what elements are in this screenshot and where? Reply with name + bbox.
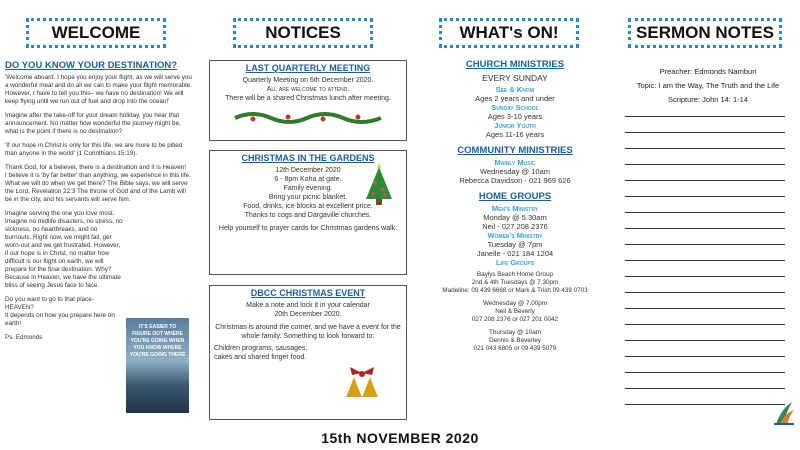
holly-garland-icon (233, 107, 383, 129)
quarterly-line: All are welcome to attend. (266, 86, 350, 93)
event-line: Christmas is around the corner, and we have a event for the whole family. Something to look forward to: (215, 324, 401, 340)
life-group-line: Madeline: 09 439 6668 or Mark & Trish 09 439 0703 (442, 287, 588, 294)
welcome-paragraph: Do you want to go to that place- HEAVEN? (5, 296, 94, 311)
womens-contact: Janelle - 021 184 1204 (476, 249, 554, 258)
note-line (625, 356, 785, 357)
event-title: DBCC CHRISTMAS EVENT (250, 288, 366, 298)
scripture-label: Scripture: (667, 95, 701, 104)
welcome-column (5, 60, 193, 342)
womens-when: Tuesday @ 7pm (487, 240, 543, 249)
note-line (625, 372, 785, 373)
welcome-paragraph: I believe it is 'by far better' than anything, we experience in this life. What we will do when we get there? The Bible says, we will serve the Lord, Revelation 22:3 The throne of God and of the Lamb will be in the city, and his servants will serve him. (5, 172, 191, 203)
sunday-school-age: Ages 3-10 years (487, 112, 543, 121)
note-line (625, 116, 785, 117)
preacher-label: Preacher: (659, 67, 693, 76)
note-line (625, 180, 785, 181)
destination-image (126, 318, 189, 413)
note-line (625, 308, 785, 309)
junior-youth-age: Ages 11-16 years (485, 130, 545, 139)
gardens-line: Bring your picnic blanket. (268, 194, 348, 201)
quarterly-line: Quarterly Meeting on 6th December 2020. (242, 77, 374, 84)
topic-value: I am the Way, The Truth and the Life (658, 81, 780, 90)
mens-ministry: Men's Ministry (491, 204, 539, 213)
dbcc-christmas-event-box (209, 285, 407, 420)
welcome-paragraph: Imagine serving the one you love most. Imagine no midlife disasters, no stress, no sickness, no heartbreaks, and no burnouts. Right now, we might fail, get worn-out and we get frustrated. However, if our hope is in Christ, no matter how difficult is our flight on earth, we will prepare for the final destination. Why? Because in Heaven, we have the ultimate bliss of seeing Jesus face to face. (5, 210, 123, 289)
quarterly-meeting-box (209, 60, 407, 141)
note-line (625, 244, 785, 245)
life-group-line: 2nd & 4th Tuesdays @ 7.30pm (471, 279, 559, 286)
gardens-line: Family evening. (283, 185, 333, 192)
notices-header: NOTICES (233, 18, 373, 48)
note-line (625, 164, 785, 165)
life-group-line: 021 043 6805 or 09 439 5079 (473, 345, 557, 352)
every-sunday: EVERY SUNDAY (482, 73, 548, 83)
preacher-row (620, 65, 796, 79)
junior-youth: Junior Youth (494, 121, 536, 130)
welcome-paragraph: 'Welcome aboard. I hope you enjoy your flight, as we will serve you a wonderful meal and do all we can to make your flight memorable. However, I have to tell you this– we have no destination! We will keep flying until we run out of fuel and drop into the ocean!' (5, 74, 192, 105)
mainly-music: Mainly Music (494, 158, 536, 167)
note-line (625, 260, 785, 261)
life-group-line: Wednesday @ 7.00pm (482, 300, 548, 307)
mainly-music-when: Wednesday @ 10am (479, 167, 550, 176)
sermon-notes-header: SERMON NOTES (628, 18, 782, 48)
life-group-line: 027 208 2376 or 027 201 0042 (471, 316, 559, 323)
note-line (625, 324, 785, 325)
note-line (625, 228, 785, 229)
whats-on-column (430, 60, 600, 353)
community-ministries-title: COMMUNITY MINISTRIES (457, 145, 573, 156)
see-know-age: Ages 2 years and under (475, 94, 555, 103)
christmas-bells-icon (340, 365, 384, 405)
event-line: Children programs, sausages, cakes and shared finger food. (214, 345, 308, 361)
quarterly-line: There will be a shared Christmas lunch after meeting. (225, 95, 391, 102)
home-groups-title: HOME GROUPS (478, 191, 552, 202)
life-group-line: Thursday @ 10am (489, 329, 541, 336)
welcome-paragraph: It depends on how you prepare here on earth! (5, 312, 115, 327)
mens-when: Monday @ 5.30am (483, 213, 547, 222)
preacher-name: Edmonds Namburi (694, 67, 757, 76)
gardens-line: 6 - 8pm Koha at gate. (274, 176, 342, 183)
life-group-line: Dennis & Beverley (489, 337, 541, 344)
mens-contact: Neil - 027 208 2376 (482, 222, 548, 231)
gardens-line: Help yourself to prayer cards for Christmas gardens walk. (218, 225, 398, 232)
welcome-paragraph: Imagine after the take-off for your dream holiday, you hear that announcement. No matter how wonderful the journey might be, what is the point if there is no destination? (5, 112, 181, 135)
note-line (625, 148, 785, 149)
gardens-title: CHRISTMAS IN THE GARDENS (241, 153, 375, 163)
gardens-line: Food, drinks, ice blocks at excellent price. (243, 203, 373, 210)
welcome-signature: Ps. Edmonds (5, 334, 43, 341)
event-line: Make a note and lock it in your calendar (246, 302, 370, 309)
note-line (625, 276, 785, 277)
christmas-gardens-box (209, 150, 407, 275)
scripture-row (620, 93, 796, 107)
mainly-music-contact: Rebecca Davidson - 021 969 626 (459, 176, 571, 185)
life-group-line: Neil & Beverly (495, 308, 535, 315)
church-ministries-title: CHURCH MINISTRIES (465, 59, 565, 70)
life-groups: Life Groups (495, 258, 535, 267)
note-line (625, 292, 785, 293)
sermon-info (620, 65, 796, 107)
note-line (625, 212, 785, 213)
scripture-value: John 14: 1-14 (702, 95, 749, 104)
gardens-line: Thanks to cogs and Dargaville churches. (244, 212, 372, 219)
image-caption: IT'S EASIER TO FIGURE OUT WHERE YOU'RE GOING WHEN YOU KNOW WHERE YOU'RE GOING THERE (129, 324, 186, 358)
welcome-heading: DO YOU KNOW YOUR DESTINATION? (5, 60, 178, 71)
gardens-line: 12th December 2020 (275, 167, 341, 174)
note-line (625, 404, 785, 405)
christmas-tree-icon (362, 163, 396, 207)
welcome-paragraph: 'If our hope in Christ is only for this life, we are more to be pitied than anyone in the world' (1 Corinthians 15:19). (5, 142, 183, 157)
welcome-paragraph: Thank God, for a believer, there is a destination and it is Heaven! (5, 164, 186, 171)
church-logo-icon (772, 398, 796, 426)
note-line (625, 388, 785, 389)
welcome-header: WELCOME (26, 18, 166, 48)
note-line (625, 132, 785, 133)
quarterly-title: LAST QUARTERLY MEETING (245, 63, 371, 73)
whats-on-header: WHAT's ON! (439, 18, 579, 48)
sunday-school: Sunday School (491, 103, 539, 112)
see-know: See & Know (495, 85, 535, 94)
event-line: 20th December 2020. (274, 311, 342, 318)
note-line (625, 340, 785, 341)
topic-label: Topic: (636, 81, 657, 90)
bulletin-date: 15th NOVEMBER 2020 (321, 430, 479, 446)
life-group-line: Baylys Beach Home Group (477, 271, 553, 278)
note-line (625, 196, 785, 197)
womens-ministry: Women's Ministry (487, 231, 543, 240)
topic-row (620, 79, 796, 93)
